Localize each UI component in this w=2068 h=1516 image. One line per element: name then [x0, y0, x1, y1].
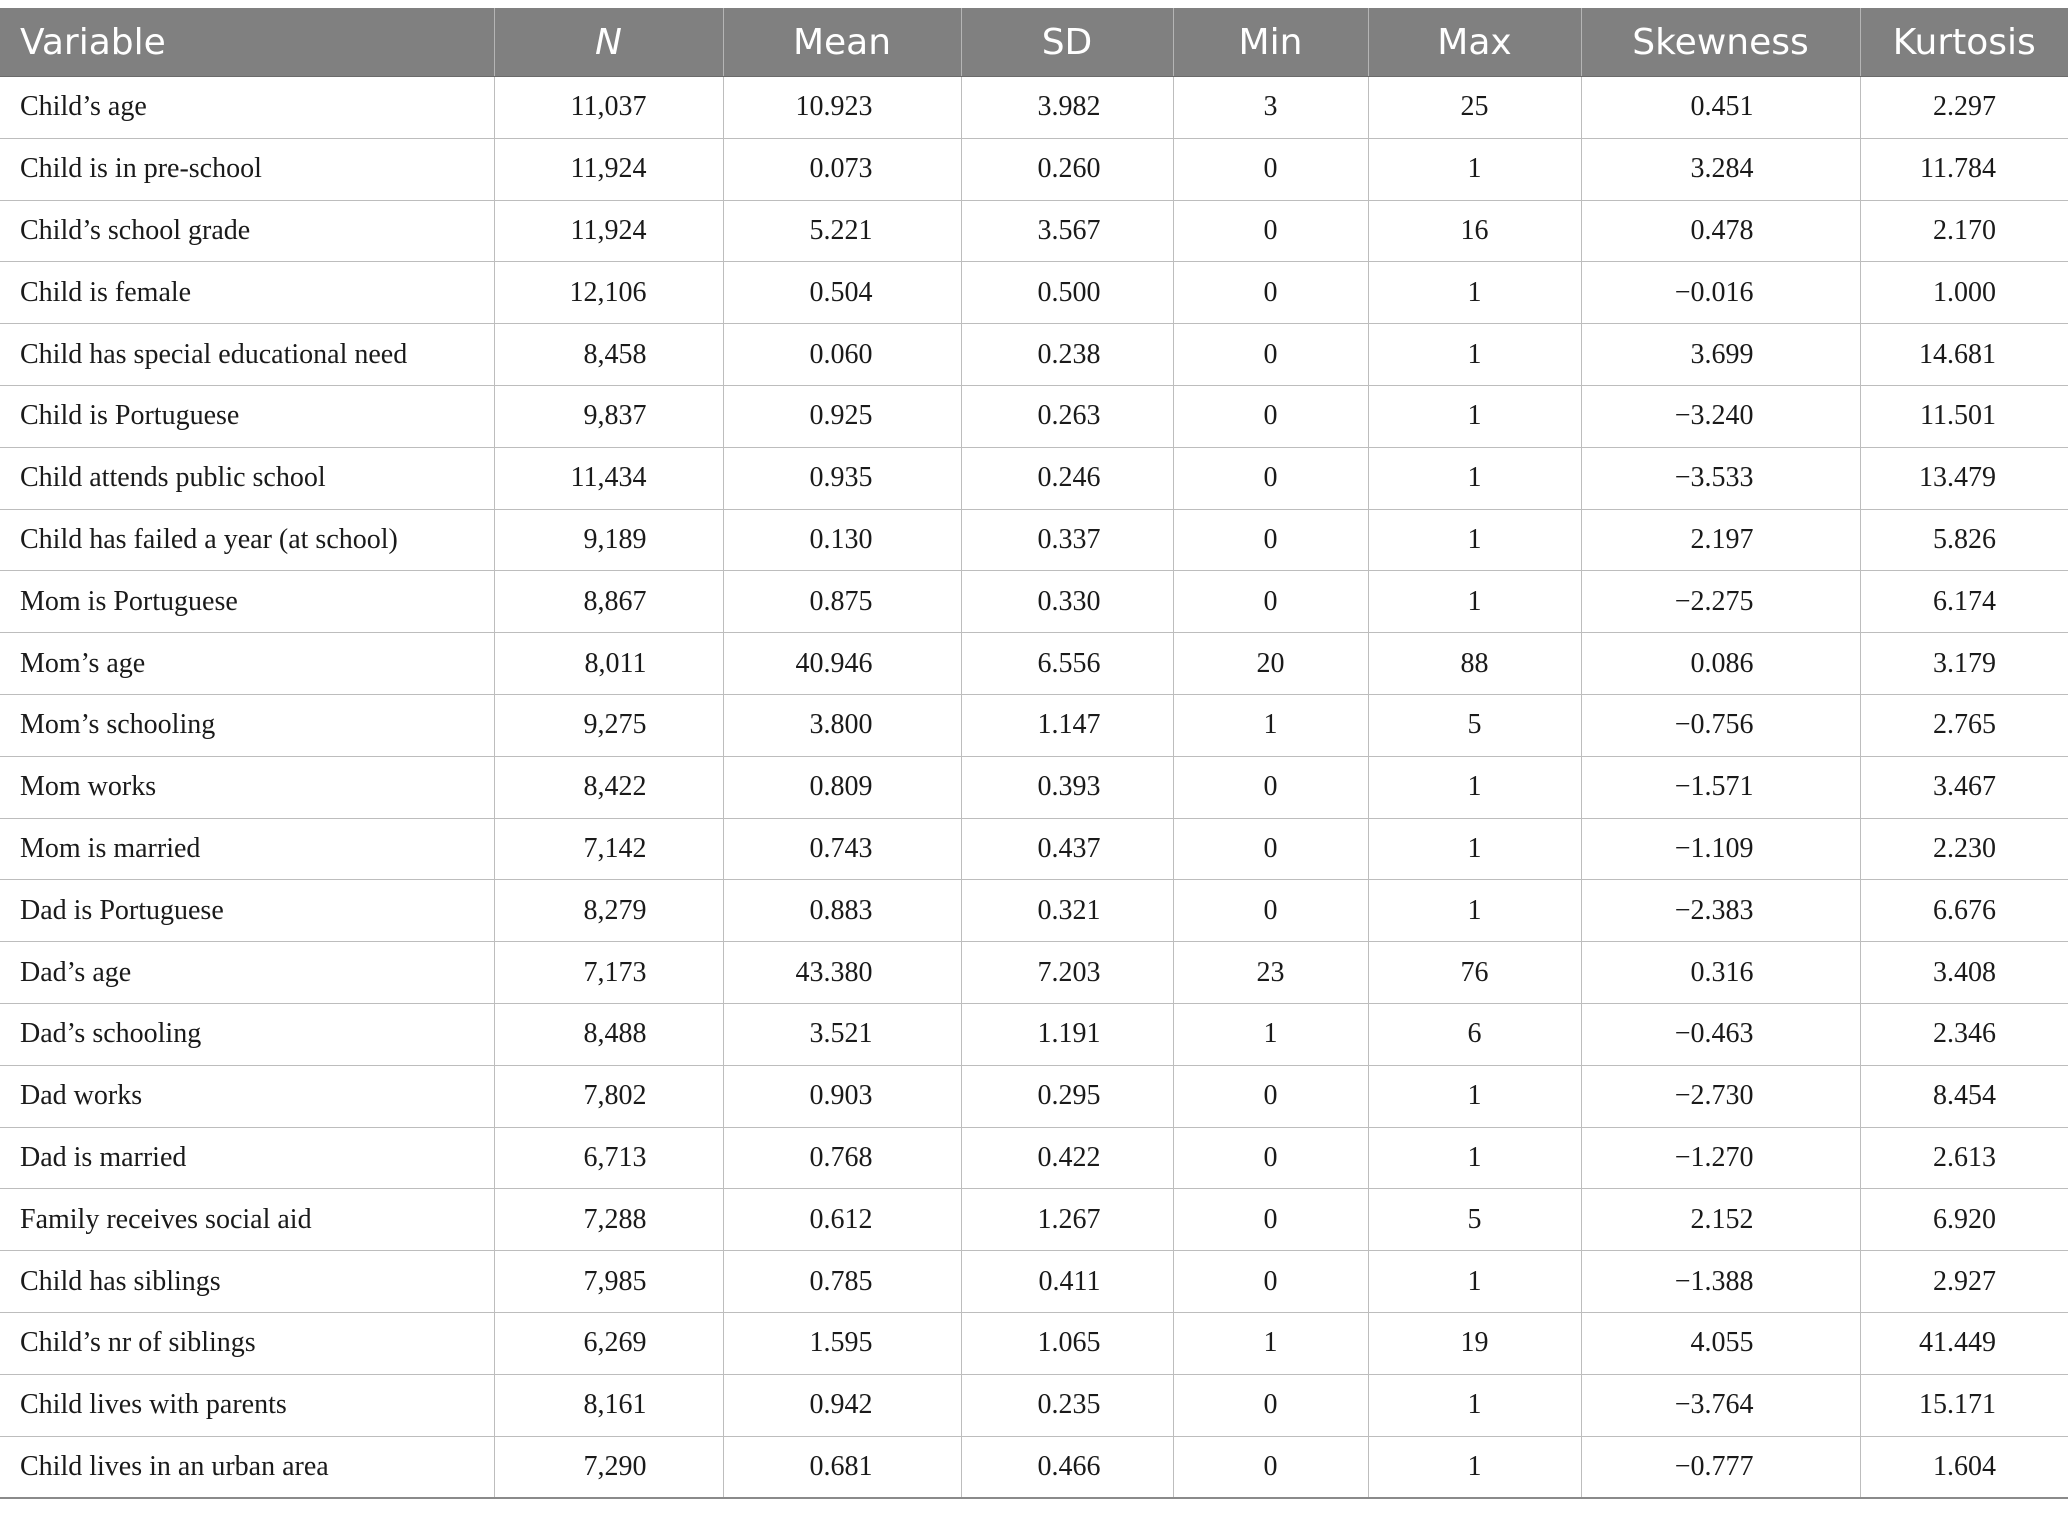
cell-skewness: 0.086 [1581, 633, 1860, 695]
cell-skewness: −3.533 [1581, 447, 1860, 509]
cell-min: 0 [1173, 1127, 1368, 1189]
cell-n: 11,037 [494, 77, 723, 139]
cell-min: 0 [1173, 1374, 1368, 1436]
descriptive-statistics-table [0, 8, 2068, 1499]
cell-kurtosis: 6.174 [1860, 571, 2068, 633]
cell-n: 8,161 [494, 1374, 723, 1436]
cell-sd: 0.437 [961, 818, 1173, 880]
table-row [0, 633, 2068, 695]
header-min: Min [1173, 8, 1368, 77]
cell-kurtosis: 3.408 [1860, 942, 2068, 1004]
cell-mean: 0.875 [723, 571, 961, 633]
cell-variable: Dad works [0, 1065, 494, 1127]
cell-min: 0 [1173, 880, 1368, 942]
header-max: Max [1368, 8, 1581, 77]
cell-sd: 0.238 [961, 324, 1173, 386]
cell-n: 7,142 [494, 818, 723, 880]
cell-max: 5 [1368, 694, 1581, 756]
cell-min: 0 [1173, 324, 1368, 386]
header-skewness: Skewness [1581, 8, 1860, 77]
cell-variable: Child has failed a year (at school) [0, 509, 494, 571]
cell-max: 1 [1368, 1436, 1581, 1498]
cell-mean: 0.130 [723, 509, 961, 571]
cell-max: 1 [1368, 138, 1581, 200]
cell-variable: Child’s school grade [0, 200, 494, 262]
cell-min: 3 [1173, 77, 1368, 139]
cell-n: 9,837 [494, 385, 723, 447]
cell-skewness: 4.055 [1581, 1312, 1860, 1374]
cell-min: 1 [1173, 1312, 1368, 1374]
table-row [0, 880, 2068, 942]
table-row [0, 1436, 2068, 1498]
cell-max: 88 [1368, 633, 1581, 695]
cell-sd: 1.267 [961, 1189, 1173, 1251]
cell-variable: Child is in pre-school [0, 138, 494, 200]
cell-sd: 0.235 [961, 1374, 1173, 1436]
cell-skewness: −3.764 [1581, 1374, 1860, 1436]
cell-mean: 3.800 [723, 694, 961, 756]
table-row [0, 818, 2068, 880]
cell-variable: Mom’s age [0, 633, 494, 695]
cell-skewness: 2.197 [1581, 509, 1860, 571]
cell-kurtosis: 3.179 [1860, 633, 2068, 695]
cell-kurtosis: 6.676 [1860, 880, 2068, 942]
cell-sd: 0.422 [961, 1127, 1173, 1189]
cell-skewness: −1.109 [1581, 818, 1860, 880]
cell-max: 1 [1368, 509, 1581, 571]
cell-max: 19 [1368, 1312, 1581, 1374]
cell-min: 0 [1173, 200, 1368, 262]
cell-kurtosis: 2.170 [1860, 200, 2068, 262]
cell-n: 7,290 [494, 1436, 723, 1498]
cell-min: 0 [1173, 138, 1368, 200]
cell-min: 23 [1173, 942, 1368, 1004]
cell-sd: 0.246 [961, 447, 1173, 509]
cell-n: 8,422 [494, 756, 723, 818]
cell-skewness: −1.388 [1581, 1251, 1860, 1313]
cell-n: 8,488 [494, 1003, 723, 1065]
cell-skewness: −0.016 [1581, 262, 1860, 324]
cell-mean: 3.521 [723, 1003, 961, 1065]
cell-variable: Child is female [0, 262, 494, 324]
cell-sd: 0.260 [961, 138, 1173, 200]
cell-sd: 0.500 [961, 262, 1173, 324]
cell-skewness: −2.275 [1581, 571, 1860, 633]
cell-n: 7,802 [494, 1065, 723, 1127]
cell-mean: 40.946 [723, 633, 961, 695]
table-row [0, 1065, 2068, 1127]
cell-kurtosis: 6.920 [1860, 1189, 2068, 1251]
cell-max: 1 [1368, 385, 1581, 447]
cell-sd: 0.263 [961, 385, 1173, 447]
cell-kurtosis: 2.230 [1860, 818, 2068, 880]
cell-variable: Dad’s schooling [0, 1003, 494, 1065]
cell-mean: 5.221 [723, 200, 961, 262]
table-row [0, 138, 2068, 200]
cell-variable: Dad is married [0, 1127, 494, 1189]
table-row [0, 1251, 2068, 1313]
cell-max: 1 [1368, 324, 1581, 386]
cell-sd: 1.147 [961, 694, 1173, 756]
cell-skewness: −0.756 [1581, 694, 1860, 756]
cell-n: 7,173 [494, 942, 723, 1004]
cell-variable: Child lives with parents [0, 1374, 494, 1436]
cell-sd: 0.411 [961, 1251, 1173, 1313]
cell-mean: 0.903 [723, 1065, 961, 1127]
cell-min: 0 [1173, 756, 1368, 818]
table-row [0, 262, 2068, 324]
table-row [0, 1189, 2068, 1251]
cell-min: 0 [1173, 818, 1368, 880]
cell-min: 0 [1173, 1436, 1368, 1498]
cell-n: 7,985 [494, 1251, 723, 1313]
cell-mean: 0.942 [723, 1374, 961, 1436]
cell-n: 11,924 [494, 200, 723, 262]
cell-sd: 0.295 [961, 1065, 1173, 1127]
cell-mean: 0.768 [723, 1127, 961, 1189]
cell-variable: Child is Portuguese [0, 385, 494, 447]
cell-variable: Mom is Portuguese [0, 571, 494, 633]
cell-kurtosis: 5.826 [1860, 509, 2068, 571]
cell-max: 25 [1368, 77, 1581, 139]
cell-max: 1 [1368, 880, 1581, 942]
cell-skewness: −1.571 [1581, 756, 1860, 818]
cell-max: 5 [1368, 1189, 1581, 1251]
cell-kurtosis: 2.346 [1860, 1003, 2068, 1065]
cell-variable: Family receives social aid [0, 1189, 494, 1251]
cell-skewness: 0.316 [1581, 942, 1860, 1004]
cell-skewness: 0.451 [1581, 77, 1860, 139]
cell-mean: 0.060 [723, 324, 961, 386]
cell-n: 12,106 [494, 262, 723, 324]
cell-mean: 1.595 [723, 1312, 961, 1374]
table-row [0, 509, 2068, 571]
cell-min: 0 [1173, 262, 1368, 324]
cell-kurtosis: 2.613 [1860, 1127, 2068, 1189]
cell-min: 0 [1173, 385, 1368, 447]
cell-skewness: −2.383 [1581, 880, 1860, 942]
cell-kurtosis: 11.784 [1860, 138, 2068, 200]
cell-n: 11,924 [494, 138, 723, 200]
cell-max: 1 [1368, 1065, 1581, 1127]
cell-kurtosis: 1.604 [1860, 1436, 2068, 1498]
cell-skewness: −0.463 [1581, 1003, 1860, 1065]
cell-kurtosis: 13.479 [1860, 447, 2068, 509]
cell-min: 1 [1173, 1003, 1368, 1065]
cell-skewness: 2.152 [1581, 1189, 1860, 1251]
cell-n: 7,288 [494, 1189, 723, 1251]
cell-max: 1 [1368, 262, 1581, 324]
header-mean: Mean [723, 8, 961, 77]
cell-max: 76 [1368, 942, 1581, 1004]
cell-variable: Child attends public school [0, 447, 494, 509]
cell-sd: 1.065 [961, 1312, 1173, 1374]
header-n: N [494, 8, 723, 77]
cell-mean: 0.681 [723, 1436, 961, 1498]
cell-skewness: 3.284 [1581, 138, 1860, 200]
cell-variable: Dad’s age [0, 942, 494, 1004]
cell-kurtosis: 14.681 [1860, 324, 2068, 386]
table-row [0, 385, 2068, 447]
cell-max: 6 [1368, 1003, 1581, 1065]
cell-mean: 0.612 [723, 1189, 961, 1251]
cell-skewness: −2.730 [1581, 1065, 1860, 1127]
table-body [0, 77, 2068, 1499]
cell-mean: 0.073 [723, 138, 961, 200]
cell-kurtosis: 41.449 [1860, 1312, 2068, 1374]
table-row [0, 1312, 2068, 1374]
cell-n: 8,011 [494, 633, 723, 695]
cell-max: 1 [1368, 1127, 1581, 1189]
table-row [0, 756, 2068, 818]
cell-variable: Child’s age [0, 77, 494, 139]
cell-kurtosis: 2.297 [1860, 77, 2068, 139]
cell-min: 0 [1173, 571, 1368, 633]
descriptive-statistics-table-container [0, 8, 2068, 1499]
cell-sd: 0.321 [961, 880, 1173, 942]
cell-sd: 0.466 [961, 1436, 1173, 1498]
cell-variable: Mom works [0, 756, 494, 818]
cell-min: 0 [1173, 509, 1368, 571]
table-row [0, 694, 2068, 756]
header-kurtosis: Kurtosis [1860, 8, 2068, 77]
header-variable: Variable [0, 8, 494, 77]
cell-n: 11,434 [494, 447, 723, 509]
cell-mean: 0.504 [723, 262, 961, 324]
cell-skewness: −3.240 [1581, 385, 1860, 447]
cell-mean: 0.743 [723, 818, 961, 880]
cell-variable: Child lives in an urban area [0, 1436, 494, 1498]
cell-variable: Dad is Portuguese [0, 880, 494, 942]
table-row [0, 324, 2068, 386]
cell-mean: 43.380 [723, 942, 961, 1004]
cell-n: 9,189 [494, 509, 723, 571]
cell-sd: 3.567 [961, 200, 1173, 262]
cell-max: 1 [1368, 1374, 1581, 1436]
cell-kurtosis: 8.454 [1860, 1065, 2068, 1127]
cell-mean: 0.785 [723, 1251, 961, 1313]
cell-mean: 0.809 [723, 756, 961, 818]
cell-mean: 0.883 [723, 880, 961, 942]
cell-n: 8,458 [494, 324, 723, 386]
cell-n: 6,269 [494, 1312, 723, 1374]
cell-min: 0 [1173, 1065, 1368, 1127]
cell-mean: 10.923 [723, 77, 961, 139]
header-sd: SD [961, 8, 1173, 77]
table-row [0, 942, 2068, 1004]
cell-sd: 0.337 [961, 509, 1173, 571]
cell-sd: 0.393 [961, 756, 1173, 818]
cell-kurtosis: 3.467 [1860, 756, 2068, 818]
cell-skewness: 3.699 [1581, 324, 1860, 386]
cell-max: 1 [1368, 571, 1581, 633]
cell-variable: Child has special educational need [0, 324, 494, 386]
table-row [0, 571, 2068, 633]
cell-n: 8,279 [494, 880, 723, 942]
cell-max: 1 [1368, 1251, 1581, 1313]
table-header [0, 8, 2068, 77]
header-row [0, 8, 2068, 77]
cell-variable: Child has siblings [0, 1251, 494, 1313]
cell-n: 9,275 [494, 694, 723, 756]
table-row [0, 1003, 2068, 1065]
cell-sd: 7.203 [961, 942, 1173, 1004]
table-row [0, 200, 2068, 262]
cell-n: 8,867 [494, 571, 723, 633]
cell-max: 1 [1368, 818, 1581, 880]
cell-min: 20 [1173, 633, 1368, 695]
cell-min: 1 [1173, 694, 1368, 756]
cell-max: 1 [1368, 756, 1581, 818]
cell-mean: 0.935 [723, 447, 961, 509]
cell-min: 0 [1173, 447, 1368, 509]
cell-sd: 3.982 [961, 77, 1173, 139]
cell-variable: Mom is married [0, 818, 494, 880]
cell-sd: 1.191 [961, 1003, 1173, 1065]
cell-kurtosis: 2.927 [1860, 1251, 2068, 1313]
cell-kurtosis: 2.765 [1860, 694, 2068, 756]
cell-min: 0 [1173, 1251, 1368, 1313]
cell-mean: 0.925 [723, 385, 961, 447]
table-row [0, 447, 2068, 509]
cell-kurtosis: 1.000 [1860, 262, 2068, 324]
cell-skewness: 0.478 [1581, 200, 1860, 262]
table-row [0, 1374, 2068, 1436]
table-row [0, 77, 2068, 139]
cell-kurtosis: 11.501 [1860, 385, 2068, 447]
cell-min: 0 [1173, 1189, 1368, 1251]
cell-kurtosis: 15.171 [1860, 1374, 2068, 1436]
cell-variable: Child’s nr of siblings [0, 1312, 494, 1374]
cell-skewness: −1.270 [1581, 1127, 1860, 1189]
cell-variable: Mom’s schooling [0, 694, 494, 756]
cell-max: 1 [1368, 447, 1581, 509]
table-row [0, 1127, 2068, 1189]
cell-max: 16 [1368, 200, 1581, 262]
cell-n: 6,713 [494, 1127, 723, 1189]
cell-sd: 6.556 [961, 633, 1173, 695]
cell-sd: 0.330 [961, 571, 1173, 633]
cell-skewness: −0.777 [1581, 1436, 1860, 1498]
